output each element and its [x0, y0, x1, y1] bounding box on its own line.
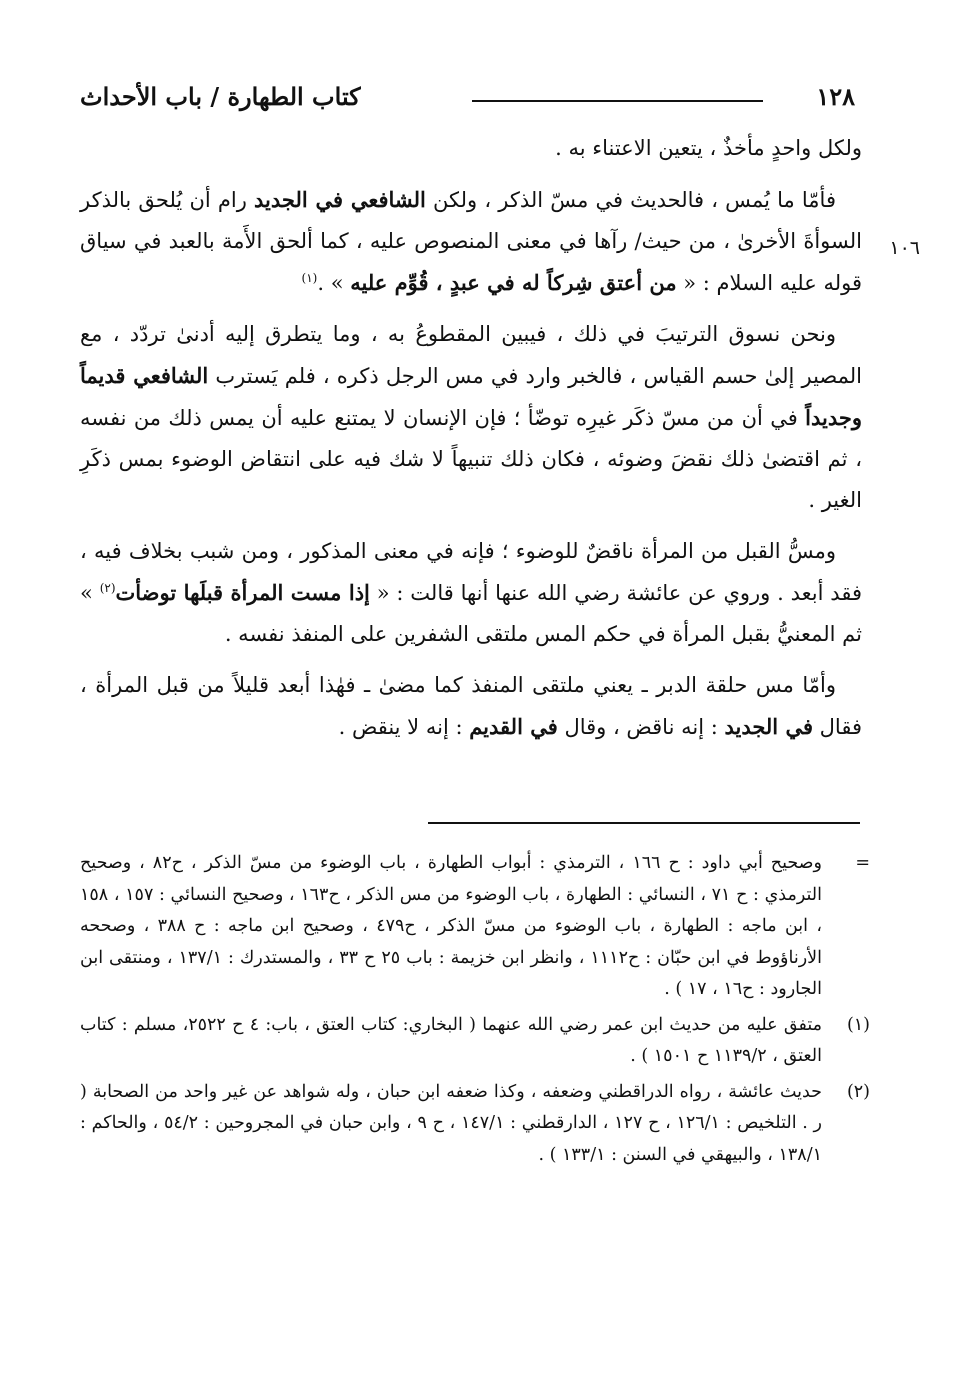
footnote-ref-1[interactable]: (١) [301, 271, 318, 285]
main-text [80, 128, 862, 758]
emphasis-jadid: في الجديد [724, 714, 813, 739]
paragraph-4-text: وأمّا مس حلقة الدبر ـ يعني ملتقى المنفذ كما مضىٰ ـ فهٰذا أبعد قليلاً من قبل المرأة ، فقال [80, 673, 862, 739]
paragraph-1-text-cont: رام أن يُلحق بالذكر السوأةَ الأخرىٰ ، من حيث/ رآها في معنى المنصوص عليه ، كما ألحق الأَمة بالعبد في سياق قوله عليه السلام : « [80, 188, 862, 295]
paragraph-3 [80, 531, 862, 655]
emphasis-qadim: في القديم [469, 714, 558, 739]
paragraph-2-text: ونحن نسوق الترتيبَ في ذلك ، فيبين المقطوعُ به ، وما يتطرق إليه أدنىٰ تردّد ، مع المصير إلىٰ حسم القياس ، فالخبر وارد في مس الرجل ذكره ، فلم يَسترب [80, 322, 862, 388]
paragraph-2-text-cont: في أن من مسّ ذكَر غيرِه توضّأ ؛ فإن الإنسان لا يمتنع عليه أن يمس ذلك من نفسه ، ثم اقتضىٰ ذلك نقضَ وضوئه ، فكان ذلك تنبيهاً لا شك فيه على انتقاض الوضوء بمس ذكَرِ الغير . [80, 406, 862, 512]
paragraph-2 [80, 314, 862, 521]
footnote-text: متفق عليه من حديث ابن عمر رضي الله عنهما ( البخاري: كتاب العتق ، باب: ٤ ح ٢٥٢٢، مسلم : كتاب العتق ، ١١٣٩/٢ ح ١٥٠١ ) . [80, 1014, 822, 1066]
header-rule [472, 100, 763, 102]
footnote-2 [80, 1077, 870, 1172]
footnote-mark: (٢) [846, 1081, 870, 1102]
quote-close: » . [317, 271, 351, 295]
page-header [80, 82, 855, 122]
footnote-mark: = [855, 853, 870, 873]
paragraph-4-text-end: : إنه لا ينقض . [338, 715, 470, 739]
footnote-text: وصحيح أبي داود : ح ١٦٦ ، الترمذي : أبواب الطهارة ، باب الوضوء من مسّ الذكر ، ح٨٢ ، وصحيح الترمذي : ح ٧١ ، النسائي : الطهارة ، باب الوضوء من مس الذكر ، ح١٦٣ ، وصحيح النسائي : ١٥٧ ، ١٥٨ ، ابن ماجه : الطهارة ، باب الوضوء من مسّ الذكر ، ح٤٧٩ ، وصحيح ابن ماجه : ح ٣٨٨ ، وصححه الأرناؤوط في ابن حبّان : ح١١١٢ ، وانظر ابن خزيمة : باب ٢٥ ح ٣٣ ، والمستدرك : ١٣٧/١ ، ومنتقى ابن الجارود : ح١٦ ، ١٧ ) . [80, 853, 822, 999]
footnote-separator [428, 822, 860, 824]
paragraph-4 [80, 665, 862, 748]
footnotes [80, 848, 870, 1175]
emphasis-shafii-qadim-jadid: الشافعي قديماً وجديداً [80, 363, 862, 430]
hadith-quote-aisha: إذا مست المرأة قبلَها توضأت [115, 580, 370, 605]
paragraph-3-text-cont: » ثم المعنيُّ بقبل المرأة في حكم المس ملتقى الشفرين على المنفذ نفسه . [80, 581, 862, 646]
hadith-quote: من أعتق شِركاً له في عبدٍ ، قُوِّم عليه [350, 270, 677, 295]
footnote-continued [80, 848, 870, 1006]
emphasis-shafii-jadid: الشافعي في الجديد [254, 187, 426, 212]
running-title: كتاب الطهارة / باب الأحداث [80, 82, 361, 111]
page-number: ١٢٨ [816, 82, 855, 111]
footnote-text: حديث عائشة ، رواه الدراقطني وضعفه ، وكذا ضعفه ابن حبان ، وله شواهد عن غير واحد من الصحابة ( ر . التلخيص : ١٢٦/١ ، ح ١٢٧ ، الدارقطني : ١٤٧/١ ، ح ٩ ، وابن حبان في المجروحين : ٥٤/٢ ، والحاكم : ١٣٨/١ ، والبيهقي في السنن : ١٣٣/١ ) . [80, 1081, 823, 1165]
paragraph-3-text: ومسُّ القبل من المرأة ناقضٌ للوضوء ؛ فإنه في معنى المذكور ، ومن شبب بخلاف فيه ، فقد أبعد . وروي عن عائشة رضي الله عنها أنها قالت : « [80, 539, 862, 605]
paragraph-4-text-cont: : إنه ناقض ، وقال [557, 715, 725, 739]
footnote-1 [80, 1010, 870, 1073]
margin-page-reference: ١٠٦ [889, 237, 920, 259]
paragraph-1-text: فأمّا ما يُمس ، فالحديث في مسّ الذكر ، ولكن [425, 188, 836, 212]
paragraph-0-text: ولكل واحدٍ مأخذٌ ، يتعين الاعتناء به . [555, 136, 862, 160]
paragraph-0 [80, 128, 862, 169]
footnote-mark: (١) [846, 1014, 870, 1035]
paragraph-1 [80, 179, 862, 304]
footnote-ref-2[interactable]: (٢) [99, 581, 116, 595]
